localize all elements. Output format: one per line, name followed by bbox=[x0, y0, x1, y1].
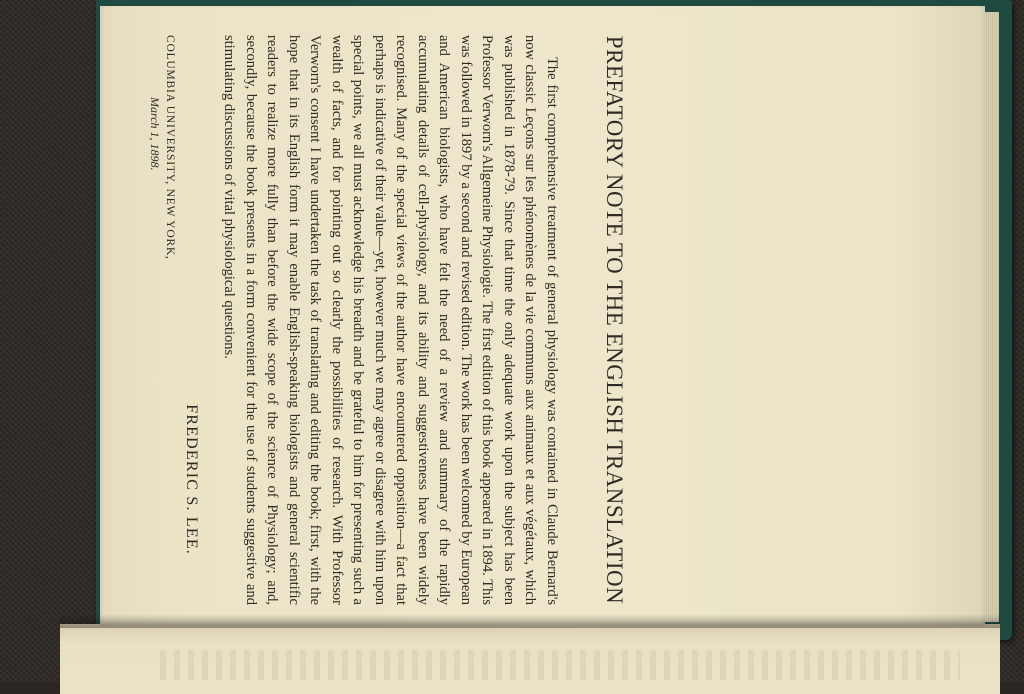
facing-page-show-through bbox=[160, 650, 960, 680]
place-line: COLUMBIA UNIVERSITY, NEW YORK, bbox=[164, 35, 176, 260]
page-text-block bbox=[145, 35, 755, 605]
page-edges bbox=[985, 12, 999, 622]
author-signature: FREDERIC S. LEE. bbox=[183, 404, 200, 555]
preface-paragraph: The first comprehensive treatment of general physiology was contained in Claude Bernard's now classic Leçons sur les phénomènes de la vie communs aux animaux et aux végétaux, which was published in 1878-79. Since that time the only adequate work upon the subject has been Professor Verworn's Allgemeine Physiologie. The first edition of this book appeared in 1894. This was followed in 1897 by a second and revised edition. The work has been welcomed by European and American biologists, who have felt the need of a review and summary of the rapidly accumulating details of cell-physiology, and its ability and suggestiveness have been widely recognised. Many of the special views of the author have encountered opposition—a fact that perhaps is indicative of their value—yet, however much we may agree or disagree with him upon special points, we all must acknowledge his breadth and be grateful to him for presenting such a wealth of facts, and for pointing out so clearly the possibilities of research. With Professor Verworn's consent I have undertaken the task of translating and editing the book; first, with the hope that in its English form it may enable English-speaking biologists and general scientific readers to realize more fully than before the wide scope of the science of Physiology; and, secondly, because the book presents in a form convenient for the use of students suggestive and stimulating discussions of vital physiological questions. bbox=[221, 35, 560, 605]
date-line: March 1, 1898. bbox=[148, 97, 162, 171]
gutter-shadow bbox=[60, 614, 1000, 628]
page-title: PREFATORY NOTE TO THE ENGLISH TRANSLATION bbox=[602, 35, 627, 605]
